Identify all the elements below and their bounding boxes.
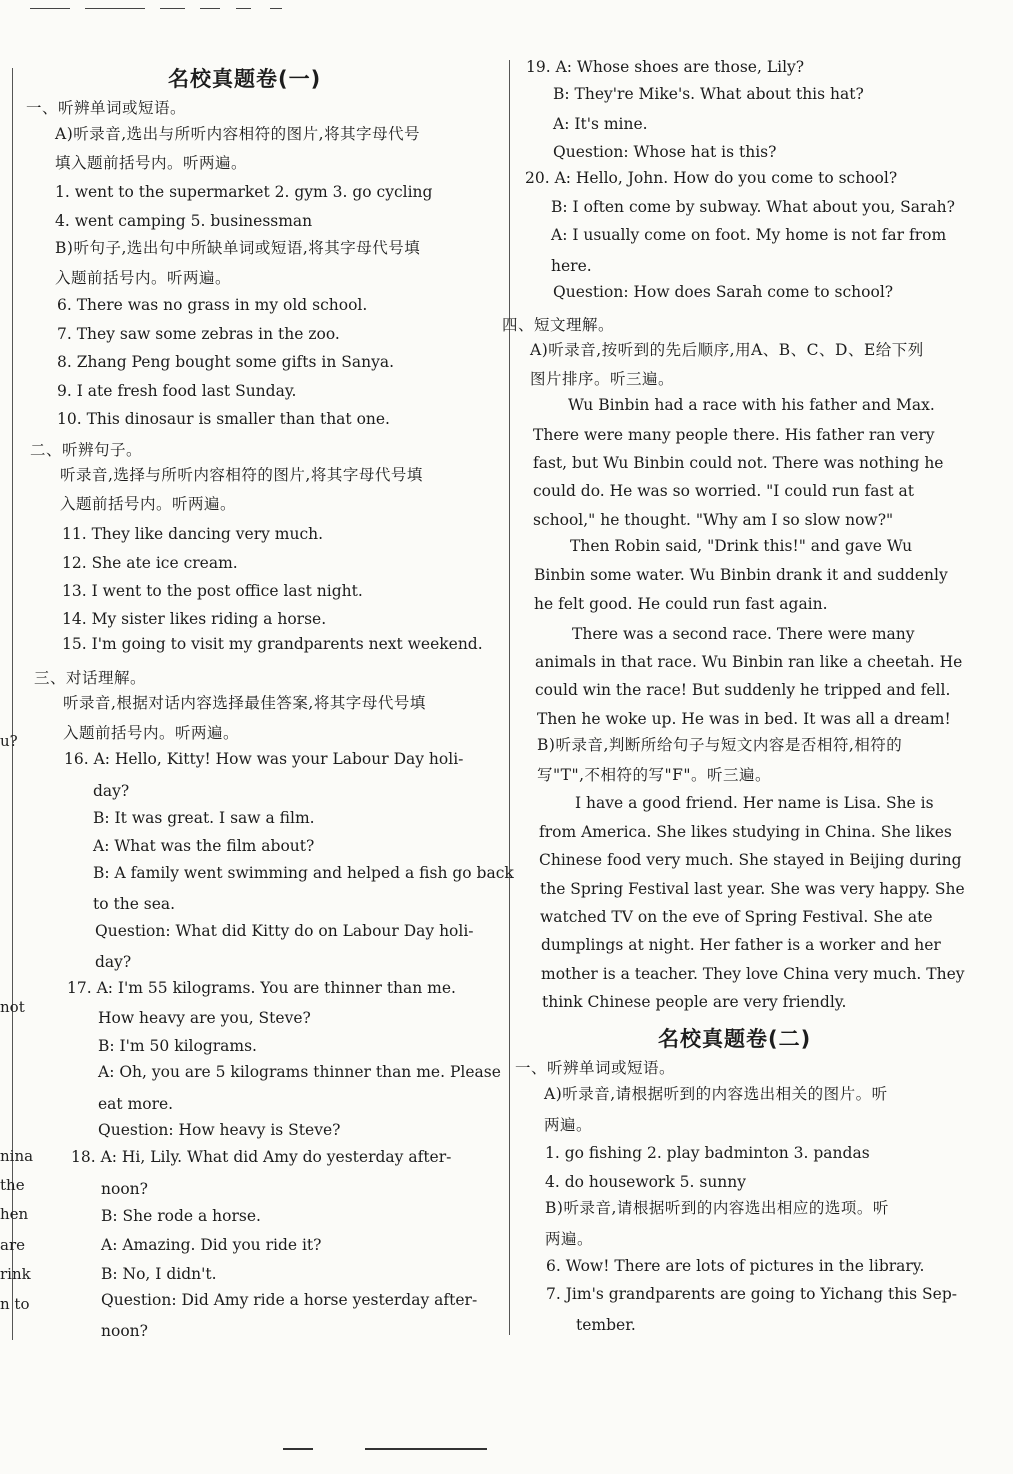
instruction-line: 填入题前括号内。听两遍。 bbox=[55, 154, 248, 172]
text-line: 6. There was no grass in my old school. bbox=[57, 296, 368, 314]
instruction-line: 入题前括号内。听两遍。 bbox=[60, 495, 237, 513]
edge-fragment: the bbox=[0, 1176, 25, 1194]
text-line: think Chinese people are very friendly. bbox=[542, 993, 847, 1011]
instruction-line: A)听录音,选出与所听内容相符的图片,将其字母代号 bbox=[55, 125, 421, 143]
text-line: Question: How heavy is Steve? bbox=[98, 1121, 341, 1139]
text-line: from America. She likes studying in China. She likes bbox=[539, 823, 952, 841]
text-line: A: Amazing. Did you ride it? bbox=[101, 1236, 322, 1254]
section-heading: 四、短文理解。 bbox=[502, 316, 615, 334]
text-line: B: A family went swimming and helped a fish go back bbox=[93, 864, 514, 882]
bottom-rule bbox=[365, 1448, 487, 1450]
text-line: noon? bbox=[101, 1180, 148, 1198]
text-line: Then Robin said, "Drink this!" and gave Wu bbox=[570, 537, 913, 555]
column-divider bbox=[509, 60, 510, 1335]
paper1-title: 名校真题卷(一) bbox=[168, 67, 322, 91]
text-line: A: I usually come on foot. My home is not far from bbox=[551, 226, 947, 244]
text-line: mother is a teacher. They love China very much. They bbox=[541, 965, 965, 983]
text-line: B: I often come by subway. What about you, Sarah? bbox=[551, 198, 955, 216]
top-rule bbox=[85, 8, 145, 9]
edge-fragment: are bbox=[0, 1236, 25, 1254]
text-line: 17. A: I'm 55 kilograms. You are thinner than me. bbox=[67, 979, 456, 997]
text-line: B: It was great. I saw a film. bbox=[93, 809, 315, 827]
text-line: Question: What did Kitty do on Labour Day holi- bbox=[95, 922, 474, 940]
top-rule bbox=[30, 8, 70, 9]
text-line: 18. A: Hi, Lily. What did Amy do yesterday after- bbox=[71, 1148, 452, 1166]
text-line: 16. A: Hello, Kitty! How was your Labour Day holi- bbox=[64, 750, 464, 768]
text-line: 15. I'm going to visit my grandparents next weekend. bbox=[62, 635, 483, 653]
section-heading: 一、听辨单词或短语。 bbox=[515, 1059, 676, 1077]
text-line: B: She rode a horse. bbox=[101, 1207, 261, 1225]
edge-fragment: not bbox=[0, 998, 25, 1016]
top-rule bbox=[200, 8, 220, 9]
text-line: eat more. bbox=[98, 1095, 174, 1113]
text-line: could do. He was so worried. "I could run fast at bbox=[533, 482, 915, 500]
text-line: 7. Jim's grandparents are going to Yichang this Sep- bbox=[546, 1285, 957, 1303]
text-line: 6. Wow! There are lots of pictures in the library. bbox=[546, 1257, 925, 1275]
text-line: 4. went camping 5. businessman bbox=[55, 212, 313, 230]
text-line: 14. My sister likes riding a horse. bbox=[62, 610, 327, 628]
instruction-line: A)听录音,按听到的先后顺序,用A、B、C、D、E给下列 bbox=[530, 341, 924, 359]
edge-fragment: rink bbox=[0, 1265, 31, 1283]
text-line: 7. They saw some zebras in the zoo. bbox=[57, 325, 340, 343]
text-line: here. bbox=[551, 257, 592, 275]
edge-fragment: u? bbox=[0, 732, 18, 750]
instruction-line: 两遍。 bbox=[545, 1230, 594, 1248]
text-line: day? bbox=[93, 782, 130, 800]
text-line: I have a good friend. Her name is Lisa. She is bbox=[575, 794, 934, 812]
text-line: 10. This dinosaur is smaller than that one. bbox=[57, 410, 390, 428]
text-line: A: Oh, you are 5 kilograms thinner than me. Please bbox=[98, 1063, 501, 1081]
text-line: 1. go fishing 2. play badminton 3. pandas bbox=[545, 1144, 870, 1162]
text-line: 12. She ate ice cream. bbox=[62, 554, 238, 572]
text-line: day? bbox=[95, 953, 132, 971]
instruction-line: 图片排序。听三遍。 bbox=[530, 370, 675, 388]
text-line: Binbin some water. Wu Binbin drank it and suddenly bbox=[534, 566, 948, 584]
text-line: 8. Zhang Peng bought some gifts in Sanya. bbox=[57, 353, 395, 371]
instruction-line: 听录音,根据对话内容选择最佳答案,将其字母代号填 bbox=[63, 694, 426, 712]
text-line: How heavy are you, Steve? bbox=[98, 1009, 311, 1027]
text-line: 1. went to the supermarket 2. gym 3. go cycling bbox=[55, 183, 433, 201]
text-line: animals in that race. Wu Binbin ran like a cheetah. He bbox=[535, 653, 963, 671]
text-line: Question: Did Amy ride a horse yesterday after- bbox=[101, 1291, 478, 1309]
text-line: 19. A: Whose shoes are those, Lily? bbox=[526, 58, 805, 76]
text-line: tember. bbox=[576, 1316, 636, 1334]
instruction-line: A)听录音,请根据听到的内容选出相关的图片。听 bbox=[544, 1085, 888, 1103]
section-heading: 三、对话理解。 bbox=[34, 669, 147, 687]
edge-fragment: nina bbox=[0, 1147, 34, 1165]
instruction-line: B)听录音,请根据听到的内容选出相应的选项。听 bbox=[545, 1199, 889, 1217]
section-heading: 一、听辨单词或短语。 bbox=[26, 99, 187, 117]
text-line: dumplings at night. Her father is a worker and her bbox=[541, 936, 941, 954]
text-line: A: It's mine. bbox=[553, 115, 648, 133]
text-line: school," he thought. "Why am I so slow now?" bbox=[533, 511, 894, 529]
text-line: B: No, I didn't. bbox=[101, 1265, 217, 1283]
text-line: fast, but Wu Binbin could not. There was nothing he bbox=[533, 454, 944, 472]
instruction-line: 两遍。 bbox=[544, 1116, 593, 1134]
text-line: 20. A: Hello, John. How do you come to school? bbox=[525, 169, 898, 187]
text-line: B: I'm 50 kilograms. bbox=[98, 1037, 257, 1055]
text-line: noon? bbox=[101, 1322, 148, 1340]
bottom-rule bbox=[283, 1448, 313, 1450]
text-line: Chinese food very much. She stayed in Beijing during bbox=[539, 851, 962, 869]
instruction-line: 入题前括号内。听两遍。 bbox=[55, 269, 232, 287]
top-rule bbox=[160, 8, 185, 9]
section-heading: 二、听辨句子。 bbox=[30, 441, 143, 459]
text-line: B: They're Mike's. What about this hat? bbox=[553, 85, 864, 103]
text-line: watched TV on the eve of Spring Festival. She ate bbox=[540, 908, 933, 926]
text-line: Question: Whose hat is this? bbox=[553, 143, 777, 161]
text-line: Question: How does Sarah come to school? bbox=[553, 283, 894, 301]
text-line: he felt good. He could run fast again. bbox=[534, 595, 828, 613]
edge-fragment: n to bbox=[0, 1295, 30, 1313]
text-line: could win the race! But suddenly he tripped and fell. bbox=[535, 681, 951, 699]
top-rule bbox=[270, 8, 282, 9]
text-line: Wu Binbin had a race with his father and Max. bbox=[568, 396, 935, 414]
instruction-line: 入题前括号内。听两遍。 bbox=[63, 724, 240, 742]
text-line: Then he woke up. He was in bed. It was all a dream! bbox=[537, 710, 951, 728]
paper2-title: 名校真题卷(二) bbox=[658, 1027, 812, 1051]
instruction-line: B)听录音,判断所给句子与短文内容是否相符,相符的 bbox=[537, 736, 903, 754]
text-line: A: What was the film about? bbox=[93, 837, 315, 855]
instruction-line: 写"T",不相符的写"F"。听三遍。 bbox=[537, 766, 772, 784]
text-line: to the sea. bbox=[93, 895, 176, 913]
text-line: There were many people there. His father ran very bbox=[533, 426, 935, 444]
text-line: 13. I went to the post office last night. bbox=[62, 582, 363, 600]
text-line: 11. They like dancing very much. bbox=[62, 525, 324, 543]
instruction-line: B)听句子,选出句中所缺单词或短语,将其字母代号填 bbox=[55, 239, 421, 257]
text-line: There was a second race. There were many bbox=[572, 625, 915, 643]
instruction-line: 听录音,选择与所听内容相符的图片,将其字母代号填 bbox=[60, 466, 423, 484]
text-line: 4. do housework 5. sunny bbox=[545, 1173, 747, 1191]
top-rule bbox=[236, 8, 251, 9]
text-line: 9. I ate fresh food last Sunday. bbox=[57, 382, 297, 400]
edge-fragment: hen bbox=[0, 1205, 29, 1223]
text-line: the Spring Festival last year. She was very happy. She bbox=[540, 880, 965, 898]
